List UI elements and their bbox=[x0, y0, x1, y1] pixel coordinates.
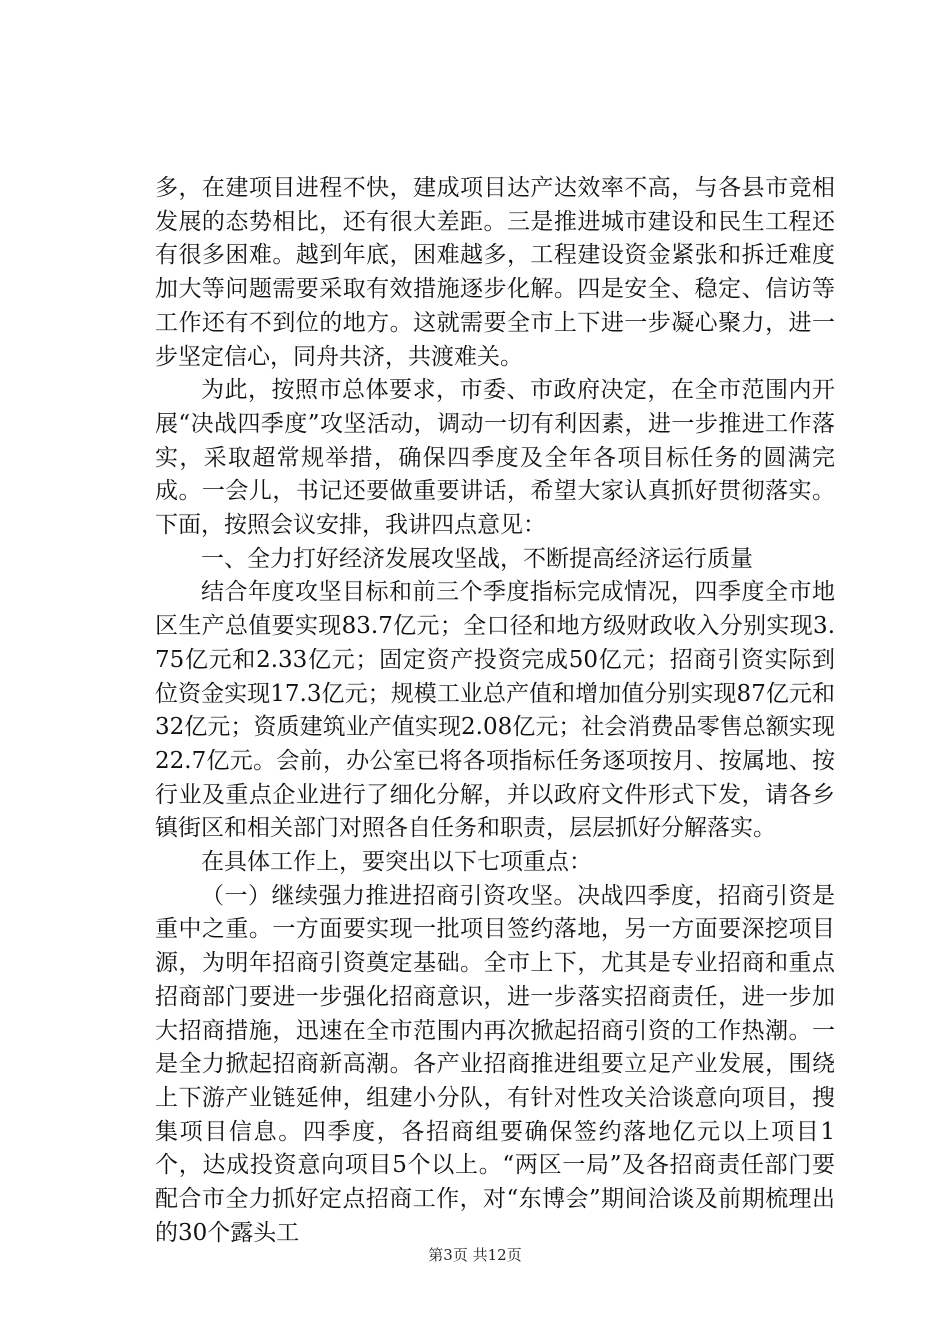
document-body bbox=[155, 172, 835, 1251]
paragraph-investment: （一）继续强力推进招商引资攻坚。决战四季度，招商引资是重中之重。一方面要实现一批项目签约落地，另一方面要深挖项目源，为明年招商引资奠定基础。全市上下，尤其是专业招商和重点招商部门要进一步强化招商意识，进一步落实招商责任，进一步加大招商措施，迅速在全市范围内再次掀起招商引资的工作热潮。一是全力掀起招商新高潮。各产业招商推进组要立足产业发展，围绕上下游产业链延伸，组建小分队，有针对性攻关洽谈意向项目，搜集项目信息。四季度，各招商组要确保签约落地亿元以上项目1个，达成投资意向项目5个以上。“两区一局”及各招商责任部门要配合市全力抓好定点招商工作，对“东博会”期间洽谈及前期梳理出的30个露头工 bbox=[155, 882, 835, 1246]
paragraph-continuation: 多，在建项目进程不快，建成项目达产达效率不高，与各县市竞相发展的态势相比，还有很大差距。三是推进城市建设和民生工程还有很多困难。越到年底，困难越多，工程建设资金紧张和拆迁难度加大等问题需要采取有效措施逐步化解。四是安全、稳定、信访等工作还有不到位的地方。这就需要全市上下进一步凝心聚力，进一步坚定信心，同舟共济，共渡难关。 bbox=[155, 175, 835, 370]
paragraph-decision: 为此，按照市总体要求，市委、市政府决定，在全市范围内开展“决战四季度”攻坚活动，调动一切有利因素，进一步推进工作落实，采取超常规举措，确保四季度及全年各项目标任务的圆满完成。一会儿，书记还要做重要讲话，希望大家认真抓好贯彻落实。下面，按照会议安排，我讲四点意见： bbox=[155, 377, 835, 539]
paragraph-key-points: 在具体工作上，要突出以下七项重点： bbox=[201, 849, 592, 876]
page-footer: 第3页 共12页 bbox=[428, 1246, 522, 1264]
section-heading-economy: 一、全力打好经济发展攻坚战，不断提高经济运行质量 bbox=[201, 545, 753, 572]
paragraph-targets: 结合年度攻坚目标和前三个季度指标完成情况，四季度全市地区生产总值要实现83.7亿元；全口径和地方级财政收入分别实现3.75亿元和2.33亿元；固定资产投资完成50亿元；招商引资实际到位资金实现17.3亿元；规模工业总产值和增加值分别实现87亿元和32亿元；资质建筑业产值实现2.08亿元；社会消费品零售总额实现22.7亿元。会前，办公室已将各项指标任务逐项按月、按属地、按行业及重点企业进行了细化分解，并以政府文件形式下发，请各乡镇街区和相关部门对照各自任务和职责，层层抓好分解落实。 bbox=[155, 579, 835, 842]
